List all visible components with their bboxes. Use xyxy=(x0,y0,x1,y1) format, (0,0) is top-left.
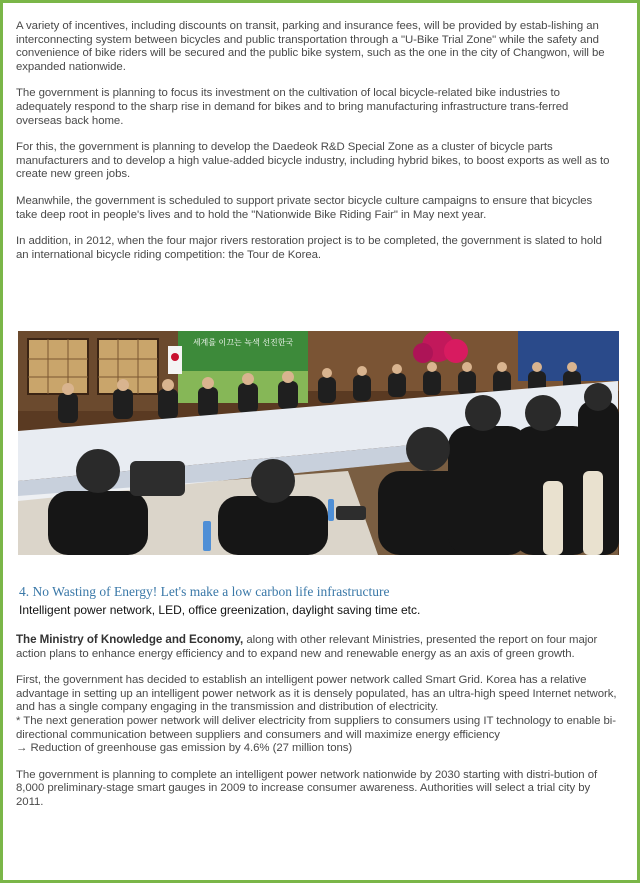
paragraph-ministry xyxy=(16,633,620,661)
paragraph-tour-de-korea: In addition, in 2012, when the four major rivers restoration project is to be completed, the government is slated to hold an international bicycle riding competition: the Tour de Korea. xyxy=(16,235,602,261)
smart-grid-line-2: * The next generation power network will deliver electricity from suppliers to consumers using IT technology to enable bi-directional communication between suppliers and consumers and will maximize energy efficiency xyxy=(16,714,617,741)
top-article-text xyxy=(16,20,616,275)
section-title: 4. No Wasting of Energy! Let's make a low carbon life infrastructure xyxy=(19,584,390,599)
photo-banner: 세계를 이끄는 녹색 선진한국 xyxy=(192,338,294,347)
ministry-name: The Ministry of Knowledge and Economy, xyxy=(16,633,244,646)
paragraph-investment: The government is planning to focus its investment on the cultivation of local bicycle-related bike industries to adequately respond to the sharp rise in demand for bikes and to bring manufacturing infrastructure trans-ferred overseas back home. xyxy=(16,87,569,127)
paragraph-daedeok: For this, the government is planning to develop the Daedeok R&D Special Zone as a cluster of bicycle parts manufacturers and to develop a high value-added bicycle industry, including hybrid bikes, to boost exports as well as to create new green jobs. xyxy=(16,141,610,181)
paragraph-nationwide-network: The government is planning to complete an intelligent power network nationwide by 2030 starting with distri-bution of 8,000 preliminary-stage smart gauges in 2009 to increase consumer awareness. Authorities will select a trial city by 2011. xyxy=(16,768,598,808)
paragraph-smart-grid xyxy=(16,674,620,756)
section-energy xyxy=(16,584,620,823)
ministry-text: along with other relevant Ministries, presented the report on four major action plans to enhance energy efficiency and to expand new and renewable energy as an axis of green growth. xyxy=(16,634,598,660)
paragraph-campaigns: Meanwhile, the government is scheduled to support private sector bicycle culture campaigns to ensure that bicycles take deep root in people's lives and to hold the "Nationwide Bike Riding Fair" in May next year. xyxy=(16,194,593,221)
paragraph-incentives: A variety of incentives, including discounts on transit, parking and insurance fees, will be provided by estab-lishing an interconnecting system between bicycles and public transportation through a "U-Bike Trial Zone" while the safety and convenience of bike riders will be secured and the public bike system, such as the one in the city of Changwon, will be expanded nationwide. xyxy=(16,20,605,73)
meeting-photo xyxy=(18,331,619,555)
section-subtitle: Intelligent power network, LED, office greenization, daylight saving time etc. xyxy=(19,603,421,617)
smart-grid-line-3: → Reduction of greenhouse gas emission by 4.6% (27 million tons) xyxy=(16,742,353,755)
smart-grid-line-1: First, the government has decided to establish an intelligent power network called Smart Grid. Korea has a relative advantage in setting up an intelligent power network as it is densely populated, has an ultra-high speed Internet network, and has a single company engaging in the transmission and distribution of electricity. xyxy=(16,674,617,714)
